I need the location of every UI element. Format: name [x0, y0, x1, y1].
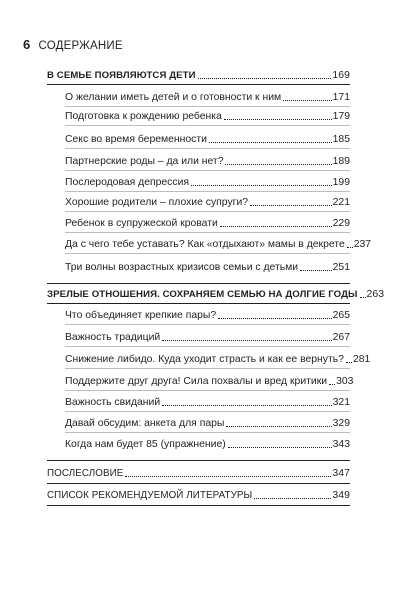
toc-page-number: 349 — [332, 490, 350, 501]
dot-leader — [125, 476, 331, 477]
toc-item-label: Секс во время беременности — [65, 134, 207, 145]
toc-item-label: Снижение либидо. Куда уходит страсть и как ее вернуть? — [65, 354, 344, 365]
toc-page-number: 347 — [332, 468, 350, 479]
dot-leader — [228, 447, 332, 448]
dot-leader — [250, 205, 332, 206]
toc-bibliography[interactable] — [47, 489, 350, 502]
toc-item-label: Послеродовая депрессия — [65, 177, 189, 188]
toc-item[interactable] — [65, 375, 354, 388]
item-rule — [65, 148, 350, 149]
toc-page-number: 221 — [332, 197, 350, 208]
item-rule — [65, 368, 350, 369]
dot-leader — [254, 498, 331, 499]
dot-leader — [162, 405, 332, 406]
toc-item[interactable] — [65, 261, 350, 274]
dot-leader — [224, 119, 332, 120]
toc-item[interactable] — [65, 353, 371, 366]
item-rule — [65, 170, 350, 171]
dot-leader — [220, 226, 332, 227]
toc-page-number: 329 — [332, 418, 350, 429]
toc-item[interactable] — [65, 217, 350, 230]
page-title: СОДЕРЖАНИЕ — [38, 40, 123, 52]
toc-item-label: О желании иметь детей и о готовности к ним — [65, 92, 282, 103]
dot-leader — [283, 100, 331, 101]
section-rule — [47, 483, 350, 484]
item-rule — [65, 211, 350, 212]
toc-item-label: Хорошие родители – плохие супруги? — [65, 197, 249, 208]
toc-section-mature[interactable] — [47, 288, 385, 301]
toc-section-children[interactable] — [47, 69, 350, 82]
toc-section-title: СПИСОК РЕКОМЕНДУЕМОЙ ЛИТЕРАТУРЫ — [47, 490, 253, 501]
dot-leader — [198, 78, 332, 79]
toc-item-label: Подготовка к рождению ребенка — [65, 111, 222, 122]
toc-section-title: В СЕМЬЕ ПОЯВЛЯЮТСЯ ДЕТИ — [47, 70, 196, 81]
toc-item-label: Три волны возрастных кризисов семьи с детьми — [65, 262, 299, 273]
toc-item[interactable] — [65, 438, 350, 451]
toc-page-number: 199 — [332, 177, 350, 188]
toc-item[interactable] — [65, 417, 350, 430]
toc-page-number: 321 — [332, 397, 350, 408]
toc-item-label: Давай обсудим: анкета для пары — [65, 418, 225, 429]
toc-item[interactable] — [65, 331, 350, 344]
item-rule — [65, 346, 350, 347]
toc-afterword[interactable] — [47, 467, 350, 480]
item-rule — [65, 411, 350, 412]
toc-section-title: ПОСЛЕСЛОВИЕ — [47, 468, 124, 479]
toc-section-title: ЗРЕЛЫЕ ОТНОШЕНИЯ. СОХРАНЯЕМ СЕМЬЮ НА ДОЛГИЕ ГОДЫ — [47, 289, 358, 300]
toc-page-number: 185 — [332, 134, 350, 145]
toc-page-number: 267 — [332, 332, 350, 343]
toc-item[interactable] — [65, 309, 350, 322]
item-rule — [65, 253, 350, 254]
toc-page-number: 169 — [332, 70, 350, 81]
toc-page-number: 189 — [332, 156, 350, 167]
dot-leader — [226, 426, 331, 427]
toc-page-number: 281 — [352, 354, 371, 365]
toc-page-number: 343 — [332, 439, 350, 450]
toc-item-label: Да с чего тебе уставать? Как «отдыхают» мамы в декрете — [65, 239, 345, 250]
item-rule — [65, 125, 350, 126]
toc-page-number: 265 — [332, 310, 350, 321]
dot-leader — [300, 270, 332, 271]
toc-item-label: Партнерские роды – да или нет? — [65, 156, 224, 167]
toc-item[interactable] — [65, 396, 350, 409]
toc-item-label: Важность традиций — [65, 332, 161, 343]
toc-item-label: Поддержите друг друга! Сила похвалы и вред критики — [65, 376, 328, 387]
dot-leader — [218, 318, 332, 319]
toc-item-label: Что объединяет крепкие пары? — [65, 310, 217, 321]
item-rule — [65, 232, 350, 233]
toc-page-number: 251 — [332, 262, 350, 273]
toc-page-number: 229 — [332, 218, 350, 229]
toc-item[interactable] — [65, 110, 350, 123]
item-rule — [65, 191, 350, 192]
toc-page-number: 303 — [336, 376, 354, 387]
toc-item[interactable] — [65, 133, 350, 146]
toc-item[interactable] — [65, 176, 350, 189]
section-rule — [47, 84, 350, 85]
item-rule — [65, 432, 350, 433]
section-rule — [47, 283, 350, 284]
item-rule — [65, 106, 350, 107]
dot-leader — [162, 340, 331, 341]
item-rule — [65, 324, 350, 325]
toc-page-number: 237 — [353, 239, 372, 250]
dot-leader — [191, 185, 332, 186]
toc-page-number: 171 — [332, 92, 350, 103]
section-rule — [47, 460, 350, 461]
toc-item[interactable] — [65, 196, 350, 209]
toc-page-number: 179 — [332, 111, 350, 122]
dot-leader — [225, 164, 331, 165]
page-number: 6 — [23, 37, 31, 52]
section-rule — [47, 303, 350, 304]
toc-item-label: Важность свиданий — [65, 397, 161, 408]
toc-item[interactable] — [65, 91, 350, 104]
toc-item[interactable] — [65, 155, 350, 168]
toc-page-number: 263 — [366, 289, 385, 300]
item-rule — [65, 390, 350, 391]
toc-item-label: Ребенок в супружеской кровати — [65, 218, 218, 229]
toc-item-label: Когда нам будет 85 (упражнение) — [65, 439, 226, 450]
section-rule — [47, 505, 350, 506]
toc-item[interactable] — [65, 238, 372, 251]
dot-leader — [209, 142, 332, 143]
